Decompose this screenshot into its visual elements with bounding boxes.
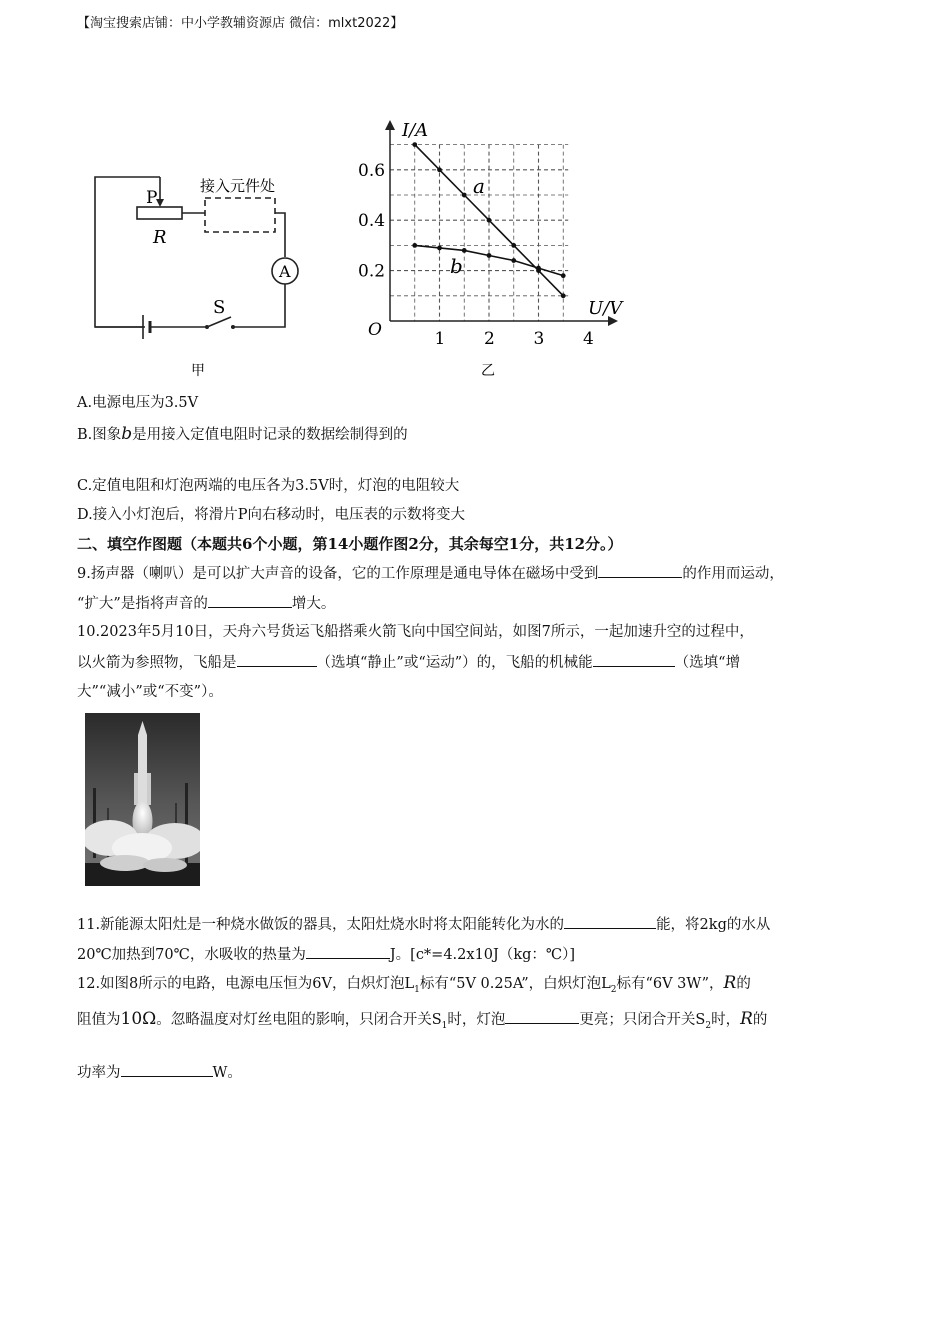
y-axis-label: I/A <box>402 120 429 141</box>
data-point-b <box>462 248 467 253</box>
line-b-label: b <box>450 254 463 278</box>
x-tick-label: 4 <box>583 329 594 349</box>
q9-text-1: 9.扬声器（喇叭）是可以扩大声音的设备，它的工作原理是通电导体在磁场中受到 <box>77 566 599 582</box>
option-b-pre: B.图象 <box>77 427 122 443</box>
label-p: P <box>146 188 158 208</box>
q11-text-1: 11.新能源太阳灶是一种烧水做饭的器具，太阳灶烧水时将太阳能转化为水的 <box>77 917 565 933</box>
caption-yi: 乙 <box>481 363 495 379</box>
q12-blank-1[interactable] <box>505 1009 579 1024</box>
label-r: R <box>153 227 167 248</box>
option-c: C.定值电阻和灯泡两端的电压各为3.5V时，灯泡的电阻较大 <box>77 478 460 494</box>
q12-var-r: R <box>723 973 737 993</box>
q12-sub-3: 1 <box>441 1020 448 1031</box>
x-tick-label: 2 <box>484 329 495 349</box>
line-a-label: a <box>473 174 485 198</box>
option-b-var: b <box>121 424 133 444</box>
q10-line-3: 大”“减小”或“不变”）。 <box>77 684 223 700</box>
data-point-b <box>536 266 541 271</box>
q10-text-1: 以火箭为参照物，飞船是 <box>77 655 237 671</box>
q12-line-3 <box>77 1062 242 1083</box>
q10-text-3: （选填“增 <box>674 655 741 671</box>
q12-line-1 <box>77 973 751 1000</box>
q12-text-11: 功率为 <box>77 1065 121 1081</box>
data-point-b <box>561 273 566 278</box>
q12-sub-4: 2 <box>705 1020 712 1031</box>
y-tick-label: 0.2 <box>358 261 386 282</box>
q11-text-3: 20℃加热到70℃，水吸收的热量为 <box>77 947 306 963</box>
option-b-post: 是用接入定值电阻时记录的数据绘制得到的 <box>132 427 408 443</box>
caption-jia: 甲 <box>191 363 205 379</box>
data-point-b <box>511 258 516 263</box>
data-point-a <box>561 293 566 298</box>
q11-blank-2[interactable] <box>306 944 390 959</box>
x-axis-label: U/V <box>588 298 623 319</box>
circuit-wire-right-bottom <box>233 284 285 327</box>
label-ammeter: A <box>279 262 291 281</box>
q12-text-7: 时，灯泡 <box>447 1012 506 1028</box>
data-point-a <box>487 218 492 223</box>
switch-pivot <box>205 325 209 329</box>
q12-text-5: 阻值为 <box>77 1012 121 1028</box>
q12-text-3: 标有“6V 3W”， <box>616 976 724 992</box>
data-point-b <box>437 246 442 251</box>
y-tick-label: 0.6 <box>358 160 386 181</box>
data-point-a <box>437 167 442 172</box>
section-2-title: 二、填空作图题（本题共6个小题，第14小题作图2分，其余每空1分，共12分。） <box>77 535 623 553</box>
q12-text-1: 12.如图8所示的电路，电源电压恒为6V，白炽灯泡L <box>77 976 415 992</box>
q12-text-9: 时， <box>711 1012 741 1028</box>
data-point-b <box>412 243 417 248</box>
data-point-a <box>462 193 467 198</box>
data-point-a <box>412 142 417 147</box>
circuit-diagram <box>85 165 315 380</box>
q10-line-1: 10.2023年5月10日，天舟六号货运飞船搭乘火箭飞向中国空间站，如图7所示，一起加速升空的过程中， <box>77 624 754 640</box>
q10-blank-2[interactable] <box>593 652 675 667</box>
q12-text-8: 更亮；只闭合开关S <box>579 1012 706 1028</box>
iu-graph <box>350 118 640 383</box>
data-point-b <box>487 253 492 258</box>
q9-blank-1[interactable] <box>598 563 682 578</box>
q12-line-2 <box>77 1009 767 1036</box>
q11-line-2 <box>77 944 575 965</box>
q10-line-2 <box>77 652 740 673</box>
x-tick-label: 3 <box>533 329 545 349</box>
q9-line-2 <box>77 593 335 614</box>
q11-text-2: 能，将2kg的水从 <box>656 917 771 933</box>
q12-blank-2[interactable] <box>121 1062 213 1077</box>
q12-text-4: 的 <box>736 976 751 992</box>
q12-text-2: 标有“5V 0.25A”，白炽灯泡L <box>419 976 611 992</box>
q12-var-r2: R <box>740 1009 753 1029</box>
q12-sub-1: 1 <box>414 984 420 995</box>
y-tick-label: 0.4 <box>358 211 386 232</box>
q9-blank-2[interactable] <box>208 593 292 608</box>
q11-text-4: J。[c*=4.2x10J（kg：℃）] <box>389 947 576 963</box>
q12-ohm: 10Ω <box>120 1009 157 1029</box>
q9-line-1 <box>77 563 784 584</box>
rheostat-symbol <box>137 207 182 219</box>
x-tick-label: 1 <box>434 329 446 349</box>
q10-text-2: （选填“静止”或“运动”）的，飞船的机械能 <box>316 655 593 671</box>
q9-text-3: “扩大”是指将声音的 <box>77 596 208 612</box>
data-point-a <box>511 243 516 248</box>
origin-label: O <box>368 320 382 340</box>
q12-sub-2: 2 <box>610 984 617 995</box>
label-switch: S <box>213 297 226 318</box>
q10-blank-1[interactable] <box>237 652 317 667</box>
q12-text-12: W。 <box>212 1065 242 1081</box>
option-b <box>77 424 408 445</box>
q12-text-10: 的 <box>752 1012 768 1028</box>
option-a: A.电源电压为3.5V <box>77 395 199 411</box>
circuit-wire-right <box>275 213 285 257</box>
q9-text-4: 增大。 <box>291 596 336 612</box>
q12-text-6: 。忽略温度对灯丝电阻的影响，只闭合开关S <box>156 1012 442 1028</box>
rocket-launch-photo <box>85 713 200 886</box>
q11-line-1 <box>77 914 770 935</box>
switch-contact <box>231 325 235 329</box>
q11-blank-1[interactable] <box>564 914 656 929</box>
q9-text-2: 的作用而运动， <box>682 566 784 582</box>
label-element-location: 接入元件处 <box>200 177 276 195</box>
switch-blade <box>207 317 231 327</box>
page-header: 【淘宝搜索店铺：中小学教辅资源店 微信：mlxt2022】 <box>77 16 404 31</box>
y-axis-arrow <box>385 120 395 130</box>
option-d: D.接入小灯泡后，将滑片P向右移动时，电压表的示数将变大 <box>77 507 465 523</box>
element-placeholder-box <box>205 198 275 232</box>
